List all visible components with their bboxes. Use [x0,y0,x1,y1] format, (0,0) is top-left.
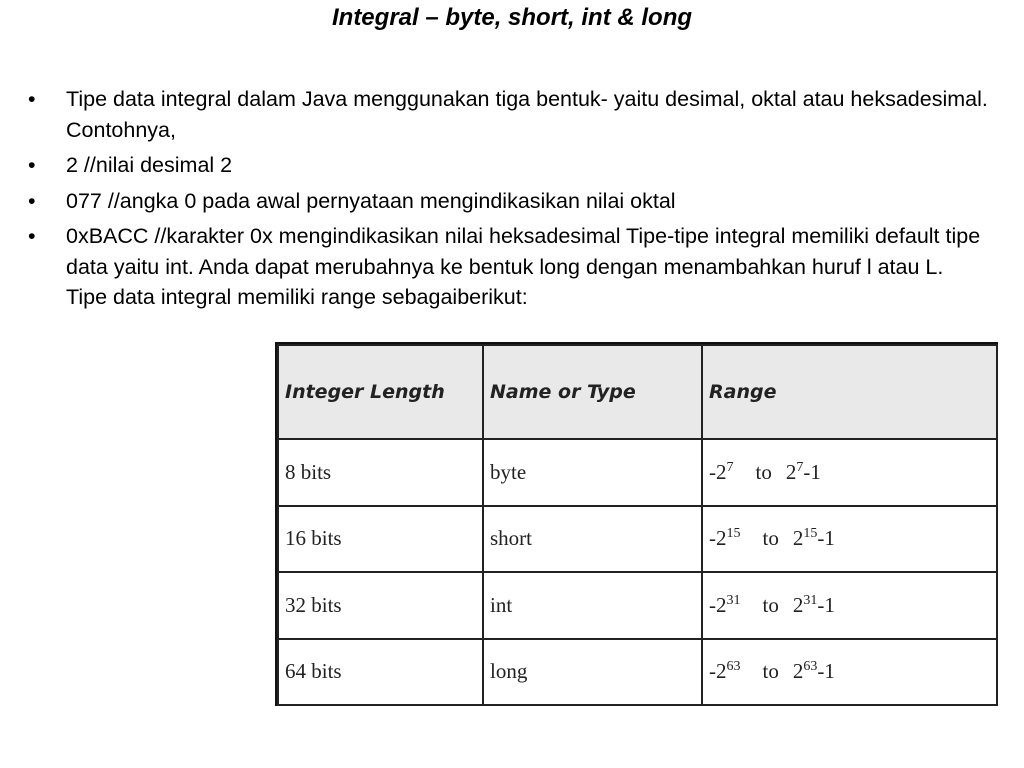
bullet-item [28,150,988,181]
range-max-exponent: 63 [803,659,818,675]
range-max-offset: -1 [817,659,835,684]
table-row [278,439,997,506]
bullet-dot: • [28,87,36,111]
cell-type: byte [483,439,702,506]
cell-length: 16 bits [278,506,483,573]
range-min-exponent: 15 [726,526,741,542]
range-max: 2 [792,592,804,617]
cell-range [702,639,997,706]
table-row [278,639,997,706]
range-max: 2 [792,526,804,551]
bullet-item [28,186,988,217]
slide-title: Integral – byte, short, int & long [331,4,693,31]
header-range: Range [702,345,997,439]
range-min-exponent: 7 [726,459,734,475]
bullet-dot: • [28,153,36,177]
range-max: 2 [792,659,804,684]
range-max-offset: -1 [817,526,835,551]
bullet-dot: • [28,224,36,248]
range-min-exponent: 31 [726,592,741,608]
range-min-exponent: 63 [726,659,741,675]
range-min: -2 [709,659,727,684]
integer-range-table [277,344,998,706]
bullet-item [28,84,988,145]
integer-range-table-frame [275,342,998,706]
range-min: -2 [709,526,727,551]
cell-range [702,572,997,639]
bullet-text: Tipe data integral dalam Java menggunakan tiga bentuk- yaitu desimal, oktal atau heksadesimal. Contohnya, [66,87,988,142]
bullet-text: 077 //angka 0 pada awal pernyataan mengindikasikan nilai oktal [66,188,676,213]
range-to: to [762,659,779,684]
table-header-row [278,345,997,439]
range-min: -2 [709,459,727,484]
cell-range [702,506,997,573]
cell-length: 8 bits [278,439,483,506]
range-min: -2 [709,592,727,617]
range-max: 2 [785,459,797,484]
cell-type: long [483,639,702,706]
range-to: to [755,459,772,484]
table-row [278,506,997,573]
range-max-exponent: 31 [803,592,818,608]
bullet-dot: • [28,188,36,213]
range-max-exponent: 15 [803,526,818,542]
cell-type: int [483,572,702,639]
bullet-item [28,221,988,313]
header-integer-length: Integer Length [278,345,483,439]
header-name-or-type: Name or Type [483,345,702,439]
range-max-exponent: 7 [796,459,804,475]
bullet-text: 2 //nilai desimal 2 [66,153,233,177]
bullet-text: 0xBACC //karakter 0x mengindikasikan nilai heksadesimal Tipe-tipe integral memiliki default tipe data yaitu int. Anda dapat merubahnya ke bentuk long dengan menambahkan huruf l atau L. Tipe data integral memiliki range sebagaiberikut: [66,224,981,309]
cell-range [702,439,997,506]
cell-type: short [483,506,702,573]
cell-length: 32 bits [278,572,483,639]
range-to: to [762,526,779,551]
range-to: to [762,592,779,617]
bullet-list [28,84,988,318]
range-max-offset: -1 [817,592,835,617]
table-row [278,572,997,639]
range-max-offset: -1 [803,459,821,484]
cell-length: 64 bits [278,639,483,706]
